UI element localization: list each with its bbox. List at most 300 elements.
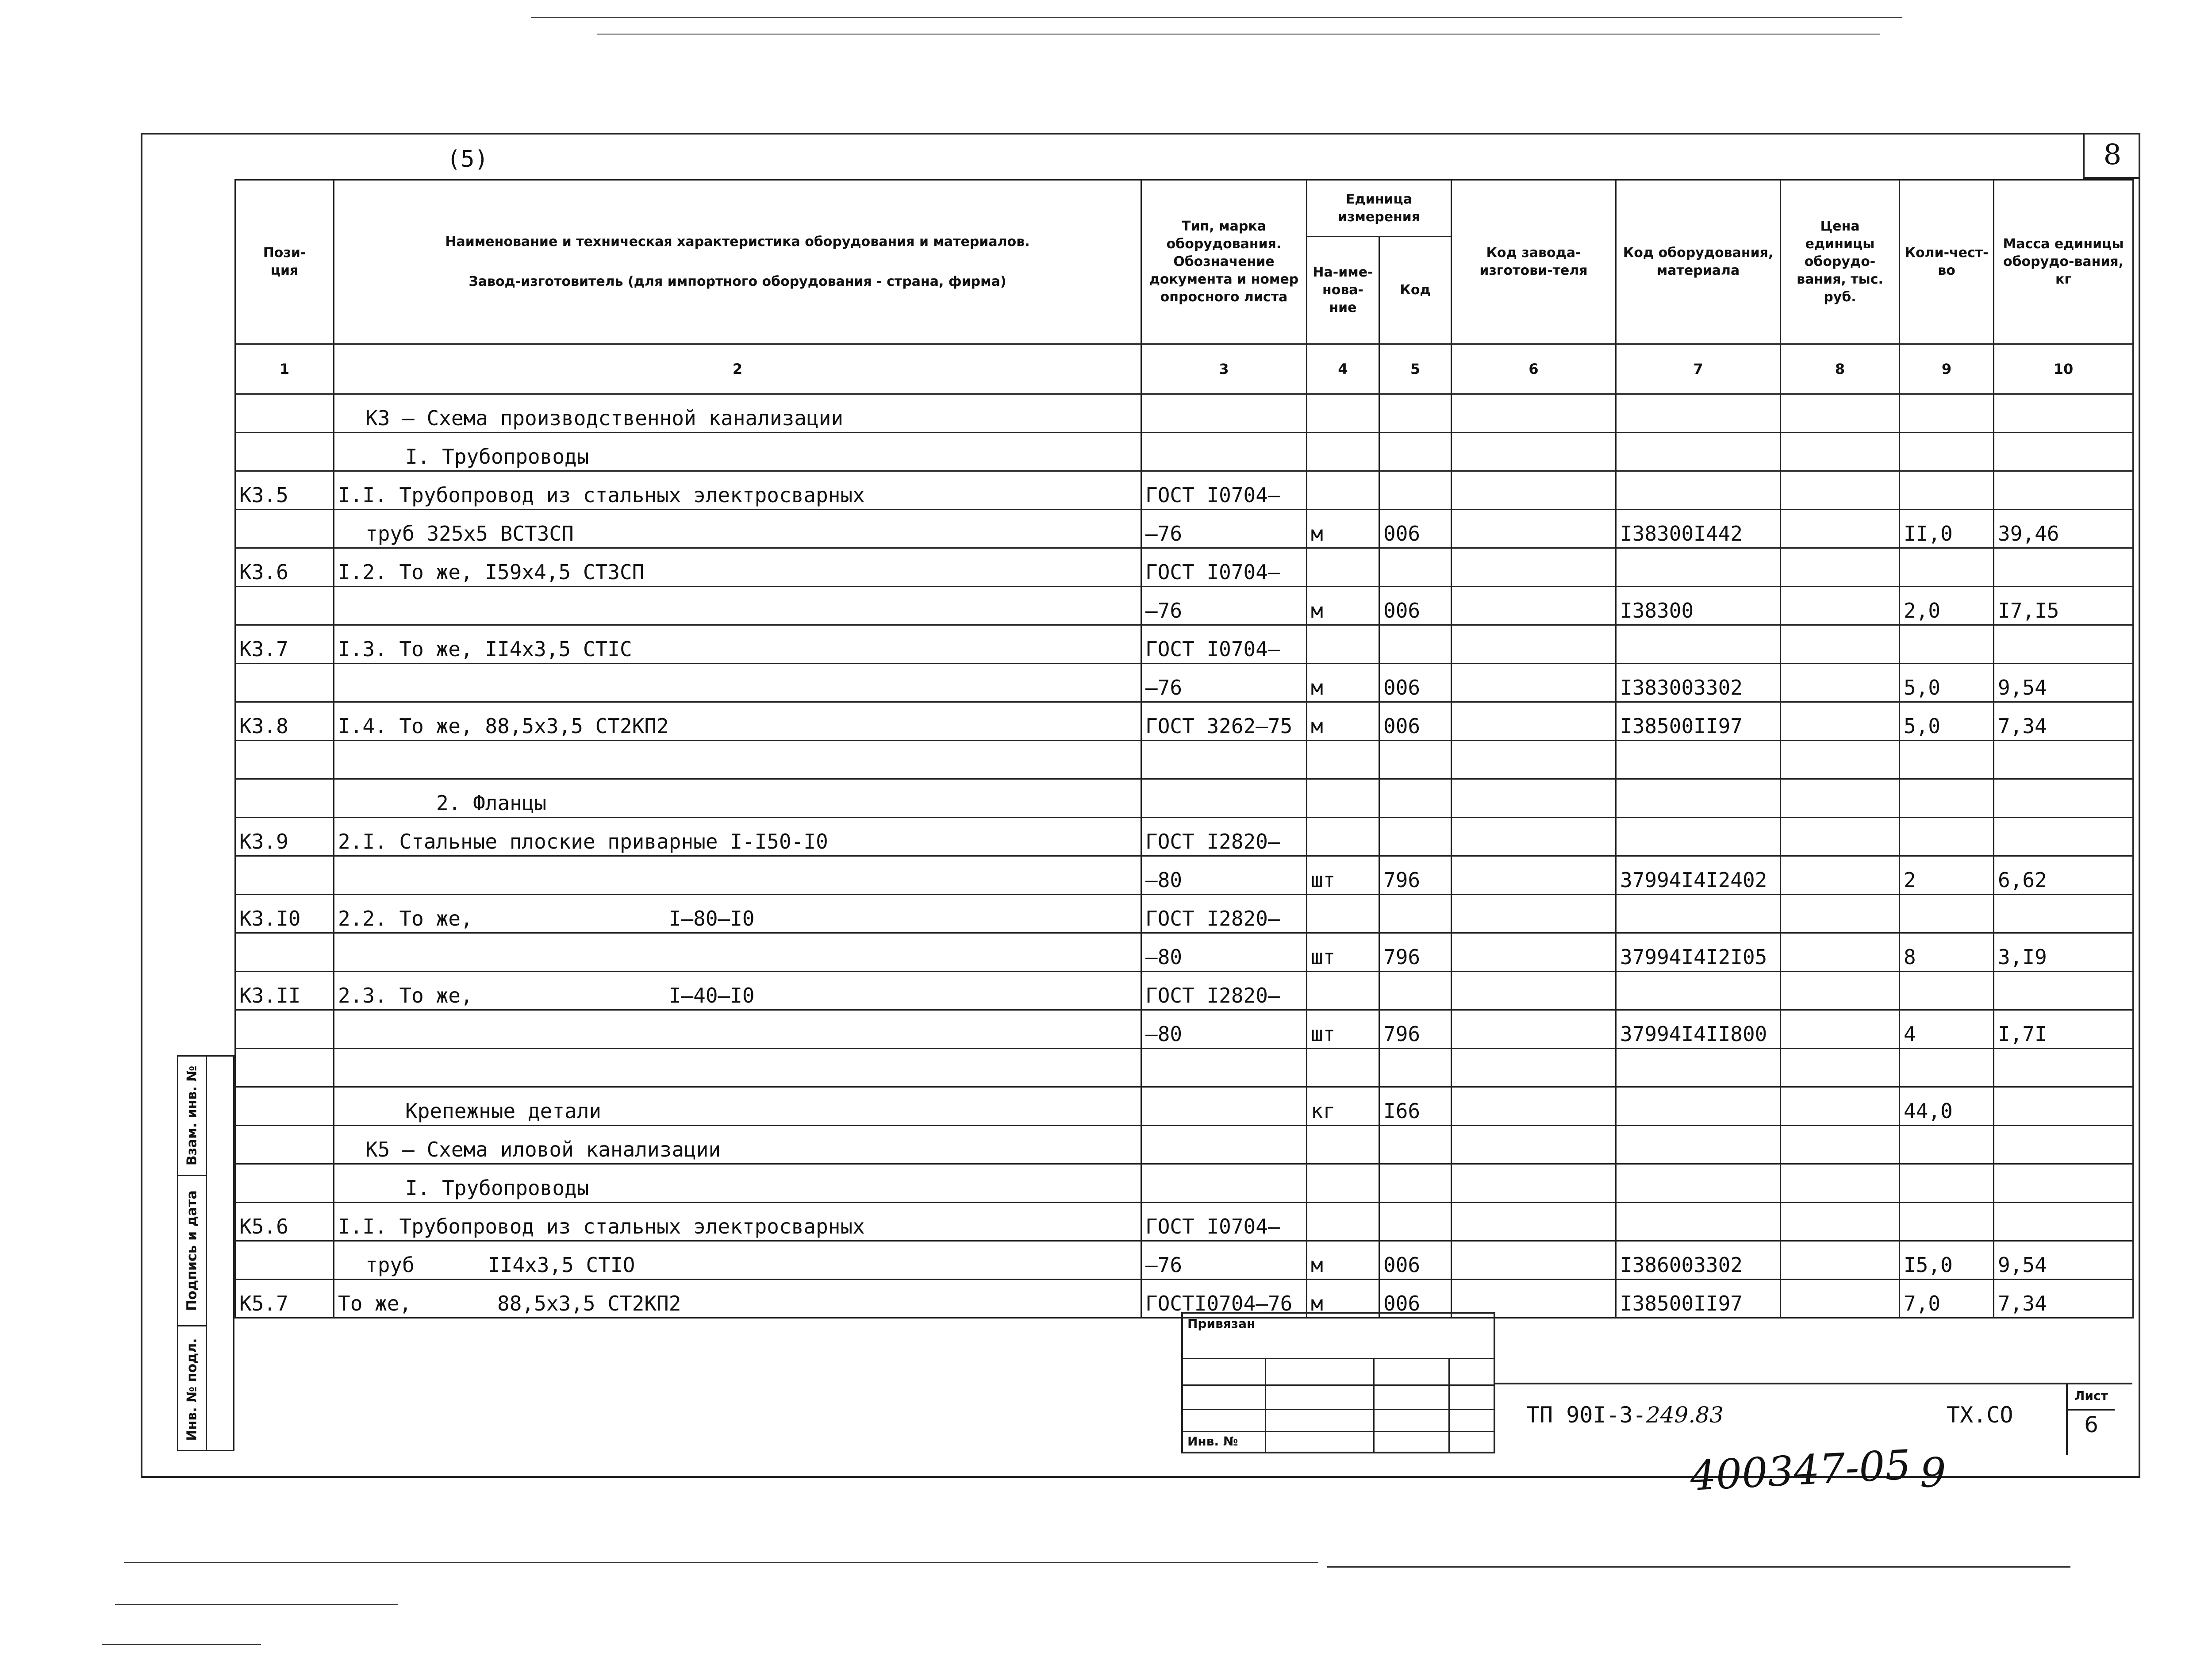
row-position: [235, 433, 334, 471]
side-label-inv-substitute: Взам. инв. №: [184, 1065, 200, 1166]
row-unit-code: [1379, 548, 1452, 587]
header-plant-code: Код завода-изготови-теля: [1452, 180, 1616, 344]
row-position: [235, 779, 334, 818]
row-material-code: [1616, 779, 1781, 818]
row-name: [334, 741, 1141, 779]
table-row: [235, 471, 2133, 510]
sheet-corner-number: 8: [2083, 133, 2140, 179]
row-quantity: [1900, 1049, 1994, 1087]
row-position: [235, 394, 334, 433]
row-type: –76: [1141, 1241, 1307, 1280]
row-quantity: [1900, 433, 1994, 471]
stamp-rule: [1183, 1431, 1494, 1432]
row-quantity: 5,0: [1900, 664, 1994, 702]
side-cell-signature-date: [178, 1176, 206, 1326]
row-quantity: 2,0: [1900, 587, 1994, 625]
row-mass: I7,I5: [1994, 587, 2133, 625]
row-unit-code: 006: [1379, 1241, 1452, 1280]
row-unit: шт: [1307, 1010, 1379, 1049]
row-position: [235, 1241, 334, 1280]
row-plant-code: [1452, 587, 1616, 625]
row-mass: [1994, 1164, 2133, 1203]
row-mass: [1994, 779, 2133, 818]
row-type: ГОСТ I2820–: [1141, 895, 1307, 933]
row-unit: [1307, 972, 1379, 1010]
row-name: I.4. То же, 88,5х3,5 СТ2КП2: [334, 702, 1141, 741]
row-position: К3.8: [235, 702, 334, 741]
row-plant-code: [1452, 471, 1616, 510]
row-plant-code: [1452, 1049, 1616, 1087]
header-name-line1: Наименование и техническая характеристика оборудования и материалов.: [445, 234, 1030, 250]
column-number: 9: [1900, 344, 1994, 394]
row-position: [235, 1010, 334, 1049]
row-position: К3.7: [235, 625, 334, 664]
row-position: [235, 1164, 334, 1203]
table-row: [235, 1203, 2133, 1241]
row-price: [1781, 394, 1900, 433]
row-type: ГОСТI0704–76: [1141, 1280, 1307, 1318]
row-name: К5 – Схема иловой канализации: [334, 1126, 1141, 1164]
row-price: [1781, 1010, 1900, 1049]
row-type: –80: [1141, 933, 1307, 972]
row-plant-code: [1452, 895, 1616, 933]
row-name: I.3. То же, II4х3,5 СТIС: [334, 625, 1141, 664]
table-row: [235, 1010, 2133, 1049]
row-quantity: [1900, 895, 1994, 933]
row-unit: м: [1307, 1280, 1379, 1318]
header-unit: Единица измерения: [1307, 180, 1452, 237]
row-quantity: [1900, 741, 1994, 779]
row-name: I. Трубопроводы: [334, 1164, 1141, 1203]
row-quantity: 44,0: [1900, 1087, 1994, 1126]
row-price: [1781, 856, 1900, 895]
row-name: 2.3. То же, I–40–I0: [334, 972, 1141, 1010]
row-plant-code: [1452, 933, 1616, 972]
row-quantity: II,0: [1900, 510, 1994, 548]
row-position: К3.I0: [235, 895, 334, 933]
row-position: К3.II: [235, 972, 334, 1010]
row-unit-code: 796: [1379, 1010, 1452, 1049]
row-material-code: [1616, 1164, 1781, 1203]
row-name: [334, 856, 1141, 895]
row-mass: [1994, 433, 2133, 471]
row-material-code: [1616, 741, 1781, 779]
row-unit-code: [1379, 1049, 1452, 1087]
row-quantity: [1900, 779, 1994, 818]
row-price: [1781, 1126, 1900, 1164]
row-unit: [1307, 471, 1379, 510]
row-mass: 39,46: [1994, 510, 2133, 548]
row-mass: 9,54: [1994, 1241, 2133, 1280]
row-unit: [1307, 625, 1379, 664]
row-quantity: 8: [1900, 933, 1994, 972]
section-code: ТХ.СО: [1947, 1402, 2013, 1428]
row-unit-code: 006: [1379, 587, 1452, 625]
row-position: [235, 664, 334, 702]
table-row: [235, 702, 2133, 741]
row-name: труб 325х5 ВСТ3СП: [334, 510, 1141, 548]
row-price: [1781, 1241, 1900, 1280]
row-unit-code: [1379, 471, 1452, 510]
row-material-code: [1616, 471, 1781, 510]
table-row: [235, 625, 2133, 664]
row-type: ГОСТ I0704–: [1141, 1203, 1307, 1241]
top-mark: (5): [447, 146, 488, 173]
row-plant-code: [1452, 394, 1616, 433]
row-material-code: [1616, 625, 1781, 664]
row-type: [1141, 1126, 1307, 1164]
row-mass: [1994, 1126, 2133, 1164]
table-row: [235, 664, 2133, 702]
row-quantity: [1900, 1203, 1994, 1241]
row-unit-code: [1379, 895, 1452, 933]
row-unit: м: [1307, 1241, 1379, 1280]
row-material-code: I383003302: [1616, 664, 1781, 702]
row-price: [1781, 1203, 1900, 1241]
row-unit: [1307, 895, 1379, 933]
table-row: [235, 587, 2133, 625]
scan-artifact-line: [124, 1562, 1318, 1563]
row-unit: кг: [1307, 1087, 1379, 1126]
row-unit: [1307, 741, 1379, 779]
row-unit: [1307, 818, 1379, 856]
row-type: [1141, 779, 1307, 818]
table-row: [235, 933, 2133, 972]
header-type: Тип, марка оборудования. Обозначение документа и номер опросного листа: [1141, 180, 1307, 344]
column-number: 3: [1141, 344, 1307, 394]
tied-stamp: [1181, 1312, 1495, 1453]
row-type: ГОСТ I0704–: [1141, 625, 1307, 664]
title-block: [1495, 1383, 2132, 1453]
row-type: –80: [1141, 1010, 1307, 1049]
row-type: [1141, 433, 1307, 471]
row-position: [235, 856, 334, 895]
row-quantity: [1900, 972, 1994, 1010]
row-plant-code: [1452, 625, 1616, 664]
row-name: [334, 1049, 1141, 1087]
row-mass: [1994, 625, 2133, 664]
row-unit: м: [1307, 664, 1379, 702]
header-material-code: Код оборудования, материала: [1616, 180, 1781, 344]
row-type: [1141, 1164, 1307, 1203]
header-quantity: Коли-чест-во: [1900, 180, 1994, 344]
row-price: [1781, 433, 1900, 471]
row-type: [1141, 741, 1307, 779]
column-number: 6: [1452, 344, 1616, 394]
table-row: [235, 1126, 2133, 1164]
row-position: [235, 587, 334, 625]
row-type: –76: [1141, 510, 1307, 548]
column-number: 1: [235, 344, 334, 394]
header-unit-name: На-име-нова-ние: [1307, 237, 1379, 344]
column-number: 5: [1379, 344, 1452, 394]
row-quantity: [1900, 1126, 1994, 1164]
stamp-rule-vertical: [1265, 1358, 1266, 1453]
row-material-code: 37994I4II800: [1616, 1010, 1781, 1049]
row-price: [1781, 895, 1900, 933]
row-type: ГОСТ I2820–: [1141, 818, 1307, 856]
scan-artifact-line: [102, 1644, 261, 1645]
row-material-code: [1616, 818, 1781, 856]
row-mass: 7,34: [1994, 1280, 2133, 1318]
row-material-code: 37994I4I2I05: [1616, 933, 1781, 972]
row-plant-code: [1452, 1241, 1616, 1280]
document-code-printed: ТП 90I-3-: [1526, 1402, 1646, 1428]
row-price: [1781, 779, 1900, 818]
stamp-label-tied: Привязан: [1187, 1316, 1256, 1331]
row-price: [1781, 818, 1900, 856]
row-plant-code: [1452, 1164, 1616, 1203]
table-row: [235, 1241, 2133, 1280]
row-type: [1141, 1049, 1307, 1087]
handwritten-page-number: 9: [1920, 1449, 1946, 1496]
row-quantity: I5,0: [1900, 1241, 1994, 1280]
row-name: I.2. То же, I59х4,5 СТ3СП: [334, 548, 1141, 587]
row-name: 2. Фланцы: [334, 779, 1141, 818]
row-price: [1781, 933, 1900, 972]
row-plant-code: [1452, 433, 1616, 471]
row-unit-code: 796: [1379, 856, 1452, 895]
row-price: [1781, 1087, 1900, 1126]
row-unit-code: [1379, 1164, 1452, 1203]
row-name: [334, 1010, 1141, 1049]
column-number: 4: [1307, 344, 1379, 394]
row-material-code: [1616, 895, 1781, 933]
row-plant-code: [1452, 510, 1616, 548]
side-cell-inv-original: [178, 1326, 206, 1453]
row-quantity: [1900, 818, 1994, 856]
document-code-handwritten: 249.83: [1646, 1402, 1724, 1428]
sheet-box: [2066, 1383, 2115, 1455]
scan-artifact-line: [597, 34, 1880, 35]
row-type: –76: [1141, 587, 1307, 625]
row-price: [1781, 471, 1900, 510]
row-quantity: [1900, 625, 1994, 664]
row-type: ГОСТ I0704–: [1141, 548, 1307, 587]
row-price: [1781, 741, 1900, 779]
row-name: [334, 933, 1141, 972]
row-material-code: [1616, 1203, 1781, 1241]
row-price: [1781, 548, 1900, 587]
row-type: –76: [1141, 664, 1307, 702]
row-name: То же, 88,5х3,5 СТ2КП2: [334, 1280, 1141, 1318]
row-name: 2.I. Стальные плоские приварные I-I50-I0: [334, 818, 1141, 856]
row-unit-code: [1379, 972, 1452, 1010]
row-material-code: [1616, 1049, 1781, 1087]
stamp-rule: [1183, 1409, 1494, 1410]
row-unit: [1307, 779, 1379, 818]
row-material-code: I38300I442: [1616, 510, 1781, 548]
row-unit: [1307, 394, 1379, 433]
row-mass: [1994, 1203, 2133, 1241]
column-number: 2: [334, 344, 1141, 394]
row-unit: м: [1307, 510, 1379, 548]
row-unit-code: [1379, 1203, 1452, 1241]
row-plant-code: [1452, 972, 1616, 1010]
row-name: К3 – Схема производственной канализации: [334, 394, 1141, 433]
row-unit-code: [1379, 741, 1452, 779]
row-unit-code: 006: [1379, 1280, 1452, 1318]
row-unit: шт: [1307, 856, 1379, 895]
row-price: [1781, 702, 1900, 741]
stamp-rule-vertical: [1373, 1358, 1375, 1453]
table-row: [235, 510, 2133, 548]
row-unit-code: [1379, 1126, 1452, 1164]
side-strip-divider: [206, 1057, 207, 1450]
row-mass: I,7I: [1994, 1010, 2133, 1049]
row-position: [235, 510, 334, 548]
row-mass: [1994, 1049, 2133, 1087]
row-plant-code: [1452, 1126, 1616, 1164]
row-unit-code: 796: [1379, 933, 1452, 972]
table-row: [235, 1087, 2133, 1126]
row-type: ГОСТ 3262–75: [1141, 702, 1307, 741]
row-name: I.I. Трубопровод из стальных электросварных: [334, 1203, 1141, 1241]
row-type: ГОСТ I2820–: [1141, 972, 1307, 1010]
header-name-line2: Завод-изготовитель (для импортного оборудования - страна, фирма): [469, 274, 1006, 289]
row-material-code: 37994I4I2402: [1616, 856, 1781, 895]
row-price: [1781, 1049, 1900, 1087]
row-material-code: [1616, 433, 1781, 471]
row-position: К5.6: [235, 1203, 334, 1241]
row-position: К3.9: [235, 818, 334, 856]
row-mass: 3,I9: [1994, 933, 2133, 972]
scan-artifact-line: [1327, 1566, 2070, 1568]
stamp-rule: [1183, 1384, 1494, 1386]
row-unit: [1307, 1203, 1379, 1241]
row-plant-code: [1452, 818, 1616, 856]
header-position: Пози- ция: [235, 180, 334, 344]
row-position: [235, 741, 334, 779]
row-quantity: [1900, 471, 1994, 510]
row-type: ГОСТ I0704–: [1141, 471, 1307, 510]
row-mass: 6,62: [1994, 856, 2133, 895]
row-position: [235, 1126, 334, 1164]
row-name: I. Трубопроводы: [334, 433, 1141, 471]
row-material-code: [1616, 1126, 1781, 1164]
table-row: [235, 972, 2133, 1010]
row-unit: шт: [1307, 933, 1379, 972]
stamp-rule-vertical: [1448, 1358, 1450, 1453]
row-quantity: 4: [1900, 1010, 1994, 1049]
row-mass: 7,34: [1994, 702, 2133, 741]
row-mass: 9,54: [1994, 664, 2133, 702]
table-row: [235, 741, 2133, 779]
row-mass: [1994, 895, 2133, 933]
row-mass: [1994, 741, 2133, 779]
row-quantity: [1900, 548, 1994, 587]
table-row: [235, 779, 2133, 818]
row-unit: [1307, 548, 1379, 587]
row-position: [235, 933, 334, 972]
row-price: [1781, 625, 1900, 664]
stamp-rule: [1183, 1358, 1494, 1359]
row-price: [1781, 510, 1900, 548]
row-position: [235, 1049, 334, 1087]
row-type: [1141, 394, 1307, 433]
row-mass: [1994, 1087, 2133, 1126]
row-plant-code: [1452, 1203, 1616, 1241]
row-position: К5.7: [235, 1280, 334, 1318]
row-plant-code: [1452, 1010, 1616, 1049]
column-number: 8: [1781, 344, 1900, 394]
row-material-code: [1616, 1087, 1781, 1126]
row-plant-code: [1452, 779, 1616, 818]
table-row: [235, 394, 2133, 433]
stamp-label-inv-no: Инв. №: [1187, 1434, 1238, 1449]
row-quantity: 7,0: [1900, 1280, 1994, 1318]
row-material-code: I38300: [1616, 587, 1781, 625]
specification-table: [234, 179, 2134, 1319]
row-quantity: 5,0: [1900, 702, 1994, 741]
row-unit-code: [1379, 818, 1452, 856]
handwritten-archive-number: 400347-05: [1689, 1441, 1912, 1500]
side-cell-inv-substitute: [178, 1057, 206, 1176]
row-unit-code: 006: [1379, 664, 1452, 702]
row-material-code: I38500II97: [1616, 1280, 1781, 1318]
row-plant-code: [1452, 1087, 1616, 1126]
row-name: труб II4х3,5 СТIО: [334, 1241, 1141, 1280]
row-material-code: [1616, 972, 1781, 1010]
table-row: [235, 1049, 2133, 1087]
row-mass: [1994, 394, 2133, 433]
document-code: [1526, 1402, 1724, 1428]
row-unit: м: [1307, 587, 1379, 625]
row-mass: [1994, 818, 2133, 856]
row-unit-code: [1379, 779, 1452, 818]
row-position: [235, 1087, 334, 1126]
header-mass: Масса единицы оборудо-вания, кг: [1994, 180, 2133, 344]
row-material-code: I38500II97: [1616, 702, 1781, 741]
header-unit-code: Код: [1379, 237, 1452, 344]
row-position: К3.6: [235, 548, 334, 587]
scan-artifact-line: [531, 17, 1902, 18]
scan-artifact-line: [115, 1604, 398, 1605]
row-material-code: [1616, 548, 1781, 587]
row-unit: [1307, 1164, 1379, 1203]
row-quantity: 2: [1900, 856, 1994, 895]
row-quantity: [1900, 1164, 1994, 1203]
side-label-signature-date: Подпись и дата: [184, 1190, 200, 1311]
row-unit-code: [1379, 625, 1452, 664]
row-unit: [1307, 433, 1379, 471]
table-row: [235, 856, 2133, 895]
row-price: [1781, 664, 1900, 702]
specification-body: [235, 394, 2133, 1318]
row-mass: [1994, 972, 2133, 1010]
row-unit-code: I66: [1379, 1087, 1452, 1126]
row-unit: м: [1307, 702, 1379, 741]
row-plant-code: [1452, 702, 1616, 741]
row-plant-code: [1452, 856, 1616, 895]
row-price: [1781, 1164, 1900, 1203]
row-unit: [1307, 1049, 1379, 1087]
row-unit-code: [1379, 394, 1452, 433]
table-row: [235, 548, 2133, 587]
row-type: [1141, 1087, 1307, 1126]
row-price: [1781, 587, 1900, 625]
row-plant-code: [1452, 548, 1616, 587]
row-unit-code: [1379, 433, 1452, 471]
row-name: [334, 587, 1141, 625]
row-type: –80: [1141, 856, 1307, 895]
header-name: [334, 180, 1141, 344]
table-row: [235, 818, 2133, 856]
row-name: 2.2. То же, I–80–I0: [334, 895, 1141, 933]
row-quantity: [1900, 394, 1994, 433]
row-material-code: [1616, 394, 1781, 433]
row-name: I.I. Трубопровод из стальных электросварных: [334, 471, 1141, 510]
